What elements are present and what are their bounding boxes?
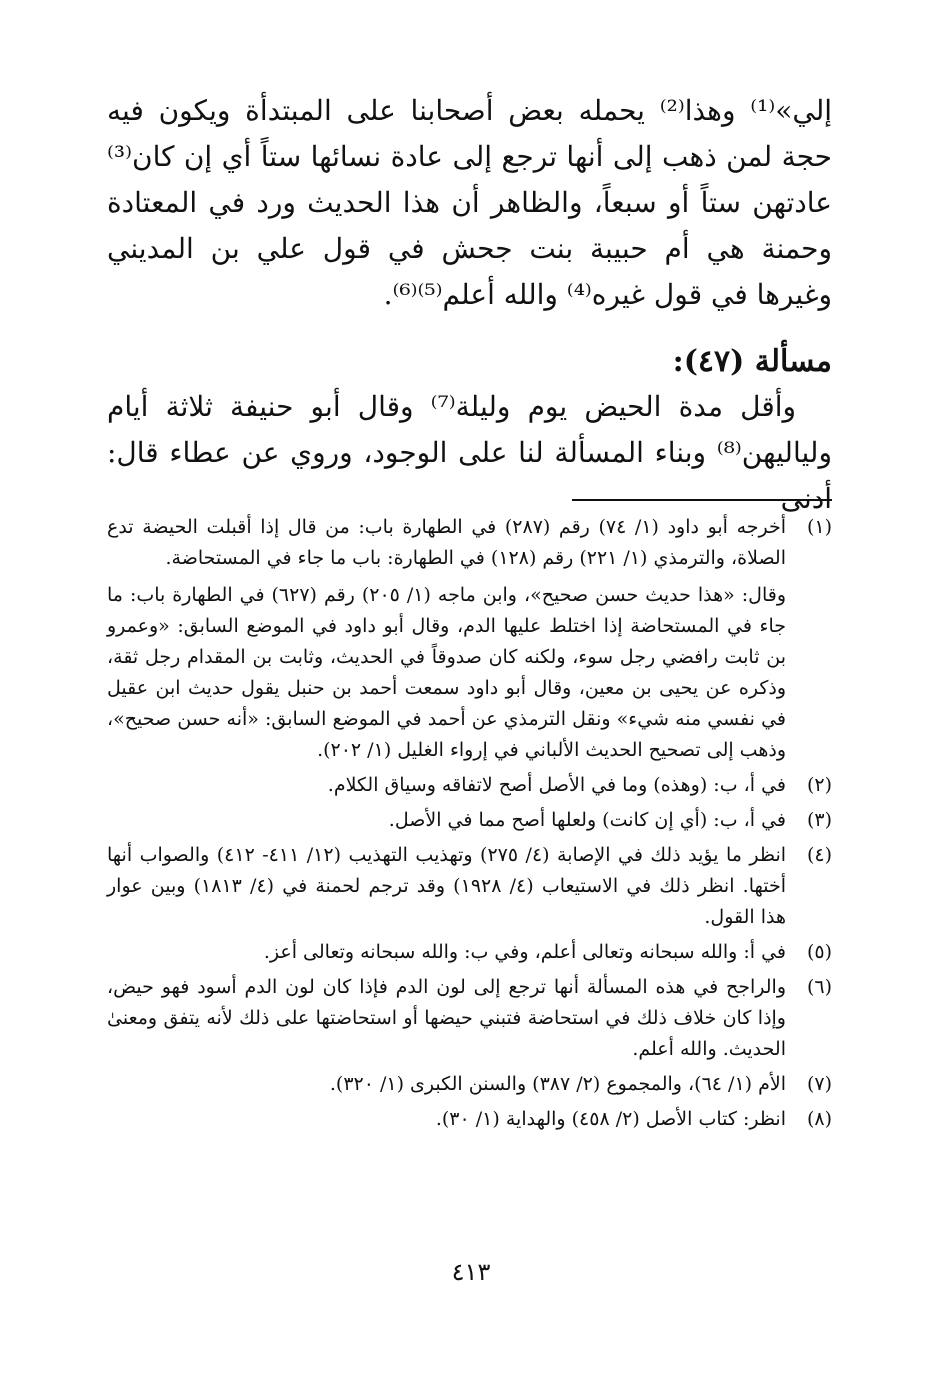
footnote-item [107,770,832,801]
footnote-number: (٤) [806,844,832,866]
page-number: ٤١٣ [451,1258,491,1286]
issue-text-block [107,384,832,522]
footnote-separator [572,499,832,501]
footnote-text [107,1069,786,1100]
footnote-text [107,937,786,968]
footnote-item [107,805,832,836]
issue-heading: مسألة (٤٧): [672,344,832,379]
footnote-text [107,840,786,933]
footnote-paragraph: في أ، ب: (أي إن كانت) ولعلها أصح مما في الأصل. [388,809,786,831]
footnote-number: (٥) [806,941,832,963]
footnote-item [107,512,832,766]
footnote-text [107,770,786,801]
footnote-number: (٧) [806,1073,832,1095]
footnote-number: (١) [806,516,832,538]
footnote-text [107,805,786,836]
issue-paragraph: وأقل مدة الحيض يوم وليلة⁽⁷⁾ وقال أبو حنيفة ثلاثة أيام ولياليهن⁽⁸⁾ وبناء المسألة لنا على الوجود، وروي عن عطاء قال: أدنى [107,390,832,515]
footnote-number: (٣) [806,809,832,831]
main-paragraph: إلي»⁽¹⁾ وهذا⁽²⁾ يحمله بعض أصحابنا على المبتدأة ويكون فيه حجة لمن ذهب إلى أنها ترجع إلى عادة نسائها ستاً أي إن كان⁽³⁾ عادتهن ستاً أو سبعاً، والظاهر أن هذا الحديث ورد في المعتادة وحمنة هي أم حبيبة بنت جحش في قول علي بن المديني وغيرها في قول غيره⁽⁴⁾ والله أعلم⁽⁵⁾⁽⁶⁾. [107,94,832,311]
footnote-text [107,972,786,1065]
footnote-number: (٢) [806,774,832,796]
footnote-paragraph: انظر: كتاب الأصل (٢/ ٤٥٨) والهداية (١/ ٣٠). [435,1108,786,1130]
main-text-block [107,88,832,318]
footnote-paragraph: وقال: «هذا حديث حسن صحيح»، وابن ماجه (١/ ٢٠٥) رقم (٦٢٧) في الطهارة باب: ما جاء في المستحاضة إذا اختلط عليها الدم، وقال أبو داود في الموضع السابق: «وعمرو بن ثابت رافضي رجل سوء، ولكنه كان صدوقاً في الحديث، وثابت بن المقدام رجل ثقة، وذكره عن يحيى بن معين، وقال أبو داود سمعت أحمد بن حنبل يقول حديث ابن عقيل في نفسي منه شيء» ونقل الترمذي عن أحمد في الموضع السابق: «أنه حسن صحيح»، وذهب إلى تصحيح الحديث الألباني في إرواء الغليل (١/ ٢٠٢). [107,584,786,761]
footnote-paragraph: في أ، ب: (وهذه) وما في الأصل أصح لاتفاقه وسياق الكلام. [327,774,786,796]
footnote-item [107,840,832,933]
footnote-text [107,512,786,766]
footnote-paragraph: الأم (١/ ٦٤)، والمجموع (٢/ ٣٨٧) والسنن الكبرى (١/ ٣٢٠). [329,1073,786,1095]
footnote-item [107,972,832,1065]
footnote-item [107,1069,832,1100]
footnote-number: (٨) [806,1108,832,1130]
footnote-paragraph: والراجح في هذه المسألة أنها ترجع إلى لون الدم فإذا كان لون الدم أسود فهو حيض، وإذا كان خلاف ذلك في استحاضة فتبني حيضها أو استحاضتها على ذلك لأنه يتفق ومعنىٰ الحديث. والله أعلم. [107,976,786,1060]
footnote-paragraph: أخرجه أبو داود (١/ ٧٤) رقم (٢٨٧) في الطهارة باب: من قال إذا أقبلت الحيضة تدع الصلاة، والترمذي (١/ ٢٢١) رقم (١٢٨) في الطهارة: باب ما جاء في المستحاضة. [107,516,787,569]
footnote-paragraph: انظر ما يؤيد ذلك في الإصابة (٤/ ٢٧٥) وتهذيب التهذيب (١٢/ ٤١١- ٤١٢) والصواب أنها أختها. انظر ذلك في الاستيعاب (٤/ ١٩٢٨) وقد ترجم لحمنة في (٤/ ١٨١٣) وبين عوار هذا القول. [107,844,787,928]
footnote-item [107,937,832,968]
footnote-paragraph: في أ: والله سبحانه وتعالى أعلم، وفي ب: والله سبحانه وتعالى أعز. [263,941,786,963]
footnote-text [107,1104,786,1135]
footnote-number: (٦) [806,976,832,998]
footnotes-section [107,512,832,1139]
footnote-item [107,1104,832,1135]
